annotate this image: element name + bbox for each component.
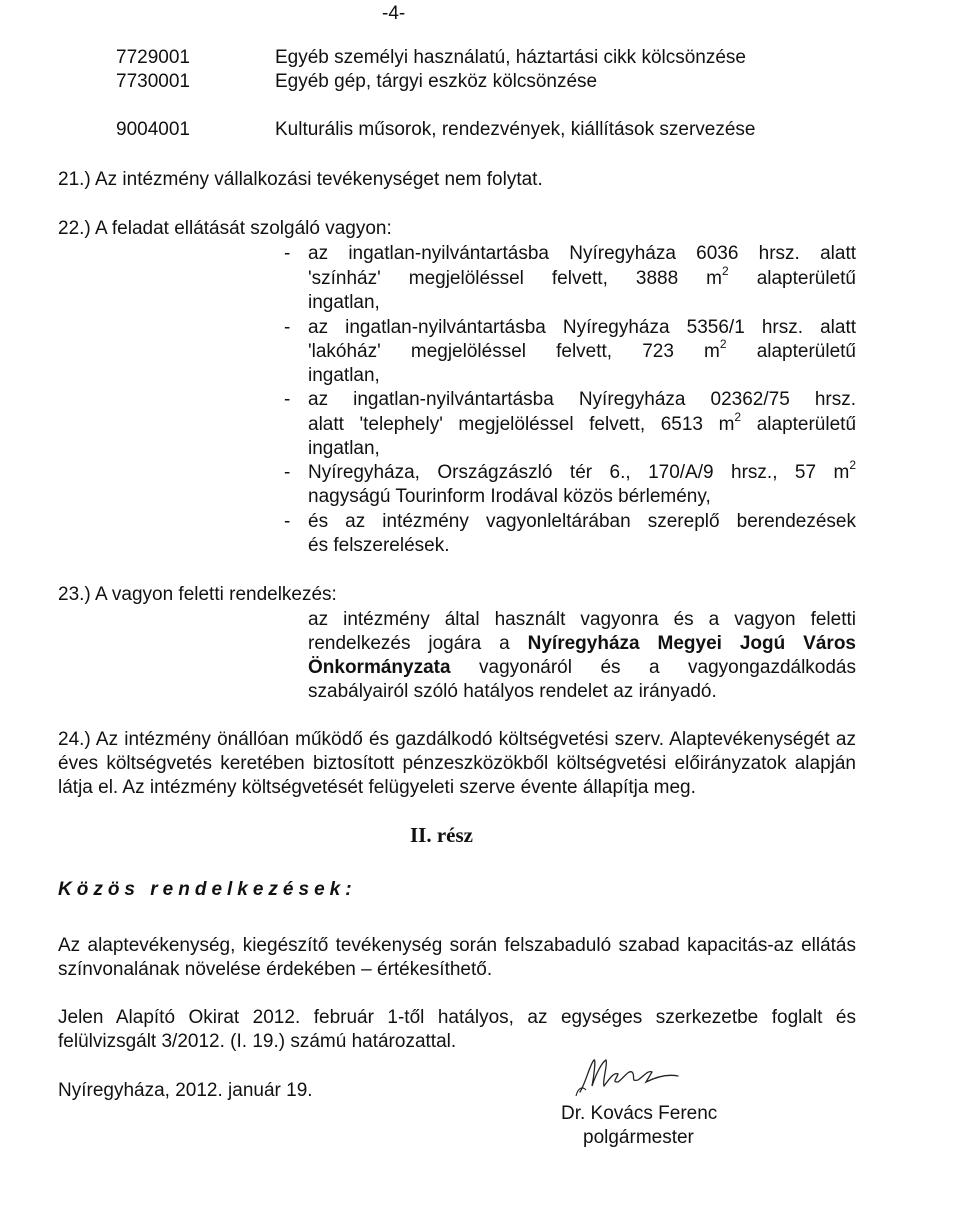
asset-line: az ingatlan-nyilvántartásba Nyíregyháza 02362/75 hrsz. [308,389,856,410]
activity-text: Kulturális műsorok, rendezvények, kiállítások szervezése [275,119,756,140]
activity-code: 7730001 [116,71,190,92]
item-21: 21.) Az intézmény vállalkozási tevékenységet nem folytat. [58,169,543,190]
item-23-line: rendelkezés jogára a Nyíregyháza Megyei Jogú Város [308,633,856,654]
signer-name: Dr. Kovács Ferenc [561,1103,718,1124]
list-dash: - [284,243,291,264]
item-22-heading: 22.) A feladat ellátását szolgáló vagyon: [58,218,392,239]
list-dash: - [284,462,291,483]
asset-line: 'lakóház' megjelöléssel felvett, 723 $m^2$ alapterületű [308,336,856,362]
asset-line: alatt 'telephely' megjelöléssel felvett, 6513 $m^2$ alapterületű [308,409,857,435]
capacity-paragraph: Az alaptevékenység, kiegészítő tevékenység során felszabaduló szabad kapacitás-az ellátás színvonalának növelése érdekében – értékesíthető. [58,935,856,980]
activity-text: Egyéb gép, tárgyi eszköz kölcsönzése [275,71,598,92]
page-number: -4- [382,3,406,24]
activity-code: 7729001 [116,47,190,68]
asset-line: és az intézmény vagyonleltárában szereplő berendezések [308,511,856,532]
common-provisions-heading: Közös rendelkezések: [58,879,357,900]
list-dash: - [284,511,291,532]
asset-line: ingatlan, [308,438,380,459]
asset-line: és felszerelések. [308,535,450,556]
asset-line: ingatlan, [308,365,380,386]
asset-line: nagyságú Tourinform Irodával közös bérlemény, [308,486,711,507]
asset-line: az ingatlan-nyilvántartásba Nyíregyháza 6036 hrsz. alatt [308,243,856,264]
asset-line: az ingatlan-nyilvántartásba Nyíregyháza 5356/1 hrsz. alatt [308,317,856,338]
activity-text: Egyéb személyi használatú, háztartási cikk kölcsönzése [275,47,747,68]
asset-line: Nyíregyháza, Országzászló tér 6., 170/A/9 hrsz., 57 $m^2$ [308,457,856,483]
signer-title: polgármester [583,1127,694,1148]
asset-line: 'színház' megjelöléssel felvett, 3888 $m^2$ alapterületű [308,263,857,289]
list-dash: - [284,389,291,410]
handwritten-signature [572,1052,682,1100]
asset-line: ingatlan, [308,292,380,313]
list-dash: - [284,317,291,338]
item-23-line: szabályairól szóló hatályos rendelet az irányadó. [308,681,717,702]
activity-code: 9004001 [116,119,190,140]
part-title: II. rész [410,823,473,847]
item-23-line: az intézmény által használt vagyonra és a vagyon feletti [308,609,856,630]
item-23-line: Önkormányzata vagyonáról és a vagyongazdálkodás [308,657,856,678]
effective-paragraph: Jelen Alapító Okirat 2012. február 1-től hatályos, az egységes szerkezetbe foglalt és felülvizsgált 3/2012. (I. 19.) számú határozattal. [58,1007,856,1052]
item-24-paragraph: 24.) Az intézmény önállóan működő és gazdálkodó költségvetési szerv. Alaptevékenységét az éves költségvetés keretében biztosított pénzeszközökből költségvetési előirányzatok alapján látja el. Az intézmény költségvetését felügyeleti szerve évente állapítja meg. [58,729,856,798]
item-23-heading: 23.) A vagyon feletti rendelkezés: [58,584,337,605]
place-date: Nyíregyháza, 2012. január 19. [58,1080,313,1101]
